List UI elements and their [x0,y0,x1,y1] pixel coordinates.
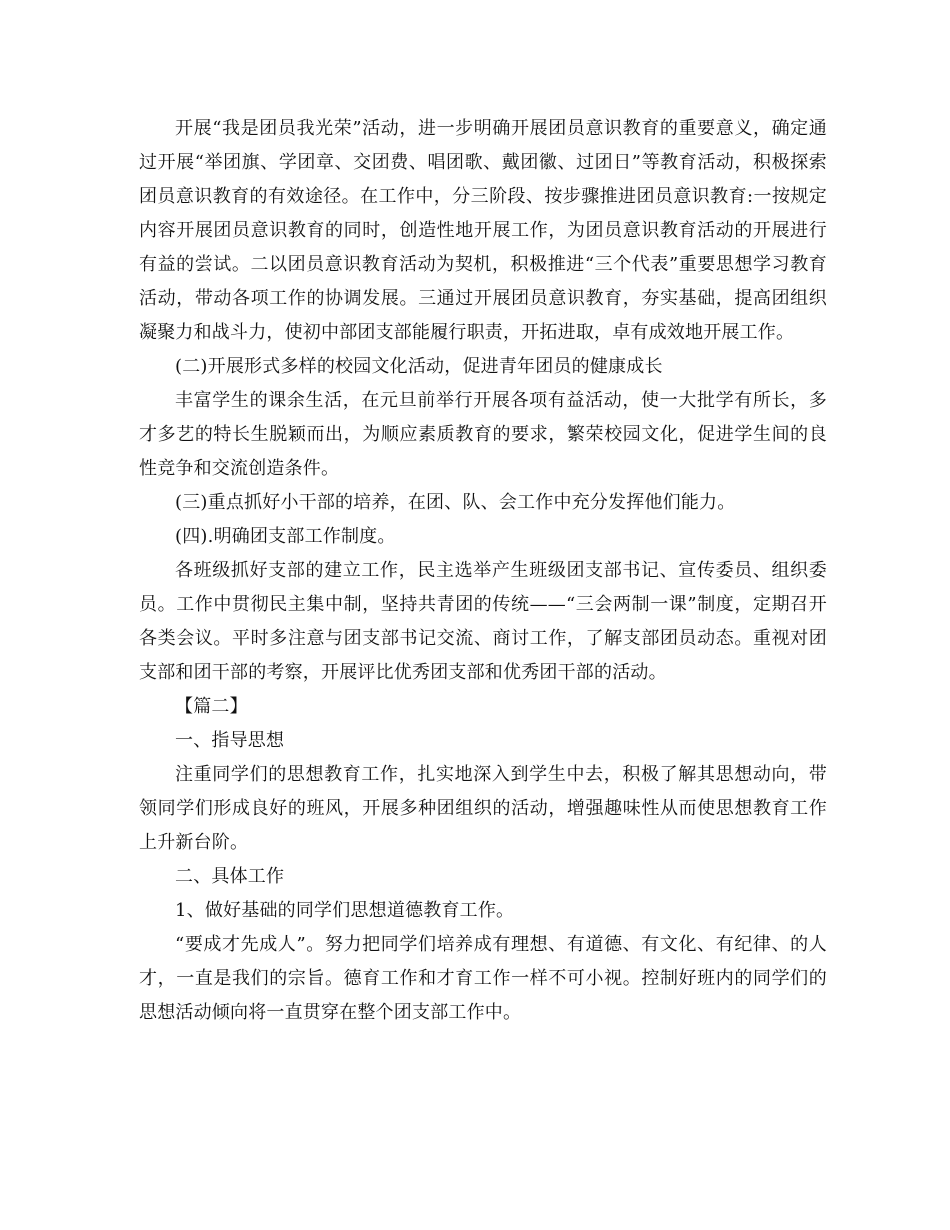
paragraph-campus-culture: 丰富学生的课余生活，在元旦前举行开展各项有益活动，使一大批学有所长，多才多艺的特长生脱颖而出，为顺应素质教育的要求，繁荣校园文化，促进学生间的良性竞争和交流创造条件。 [139,390,827,479]
paragraph-guiding-ideology: 注重同学们的思想教育工作，扎实地深入到学生中去，积极了解其思想动向，带领同学们形成良好的班风，开展多种团组织的活动，增强趣味性从而使思想教育工作上升新台阶。 [139,764,827,853]
section-heading-campus-culture: (二)开展形式多样的校园文化活动，促进青年团员的健康成长 [175,356,663,377]
chapter-heading-part-two: 【篇二】 [175,696,248,717]
section-heading-cadre-training: (三)重点抓好小干部的培养，在团、队、会工作中充分发挥他们能力。 [175,492,736,513]
paragraph-team-member-awareness: 开展“我是团员我光荣”活动，进一步明确开展团员意识教育的重要意义，确定通过开展“举团旗、学团章、交团费、唱团歌、戴团徽、过团日”等教育活动，积极探索团员意识教育的有效途径。在工作中，分三阶段、按步骤推进团员意识教育:一按规定内容开展团员意识教育的同时，创造性地开展工作，为团员意识教育活动的开展进行有益的尝试。二以团员意识教育活动为契机，积极推进“三个代表”重要思想学习教育活动，带动各项工作的协调发展。三通过开展团员意识教育，夯实基础，提高团组织凝聚力和战斗力，使初中部团支部能履行职责，开拓进取，卓有成效地开展工作。 [139,118,827,343]
paragraph-work-system: 各班级抓好支部的建立工作，民主选举产生班级团支部书记、宣传委员、组织委员。工作中贯彻民主集中制，坚持共青团的传统——“三会两制一课”制度，定期召开各类会议。平时多注意与团支部书记交流、商讨工作，了解支部团员动态。重视对团支部和团干部的考察，开展评比优秀团支部和优秀团干部的活动。 [139,560,827,683]
section-heading-guiding-ideology: 一、指导思想 [175,730,285,751]
section-heading-work-system: (四).明确团支部工作制度。 [175,526,396,547]
paragraph-moral-education: “要成才先成人”。努力把同学们培养成有理想、有道德、有文化、有纪律、的人才，一直是我们的宗旨。德育工作和才育工作一样不可小视。控制好班内的同学们的思想活动倾向将一直贯穿在整个团支部工作中。 [139,934,827,1023]
section-heading-specific-work: 二、具体工作 [175,866,285,887]
subsection-heading-moral-education: 1、做好基础的同学们思想道德教育工作。 [175,900,515,921]
document-body [139,112,827,1030]
